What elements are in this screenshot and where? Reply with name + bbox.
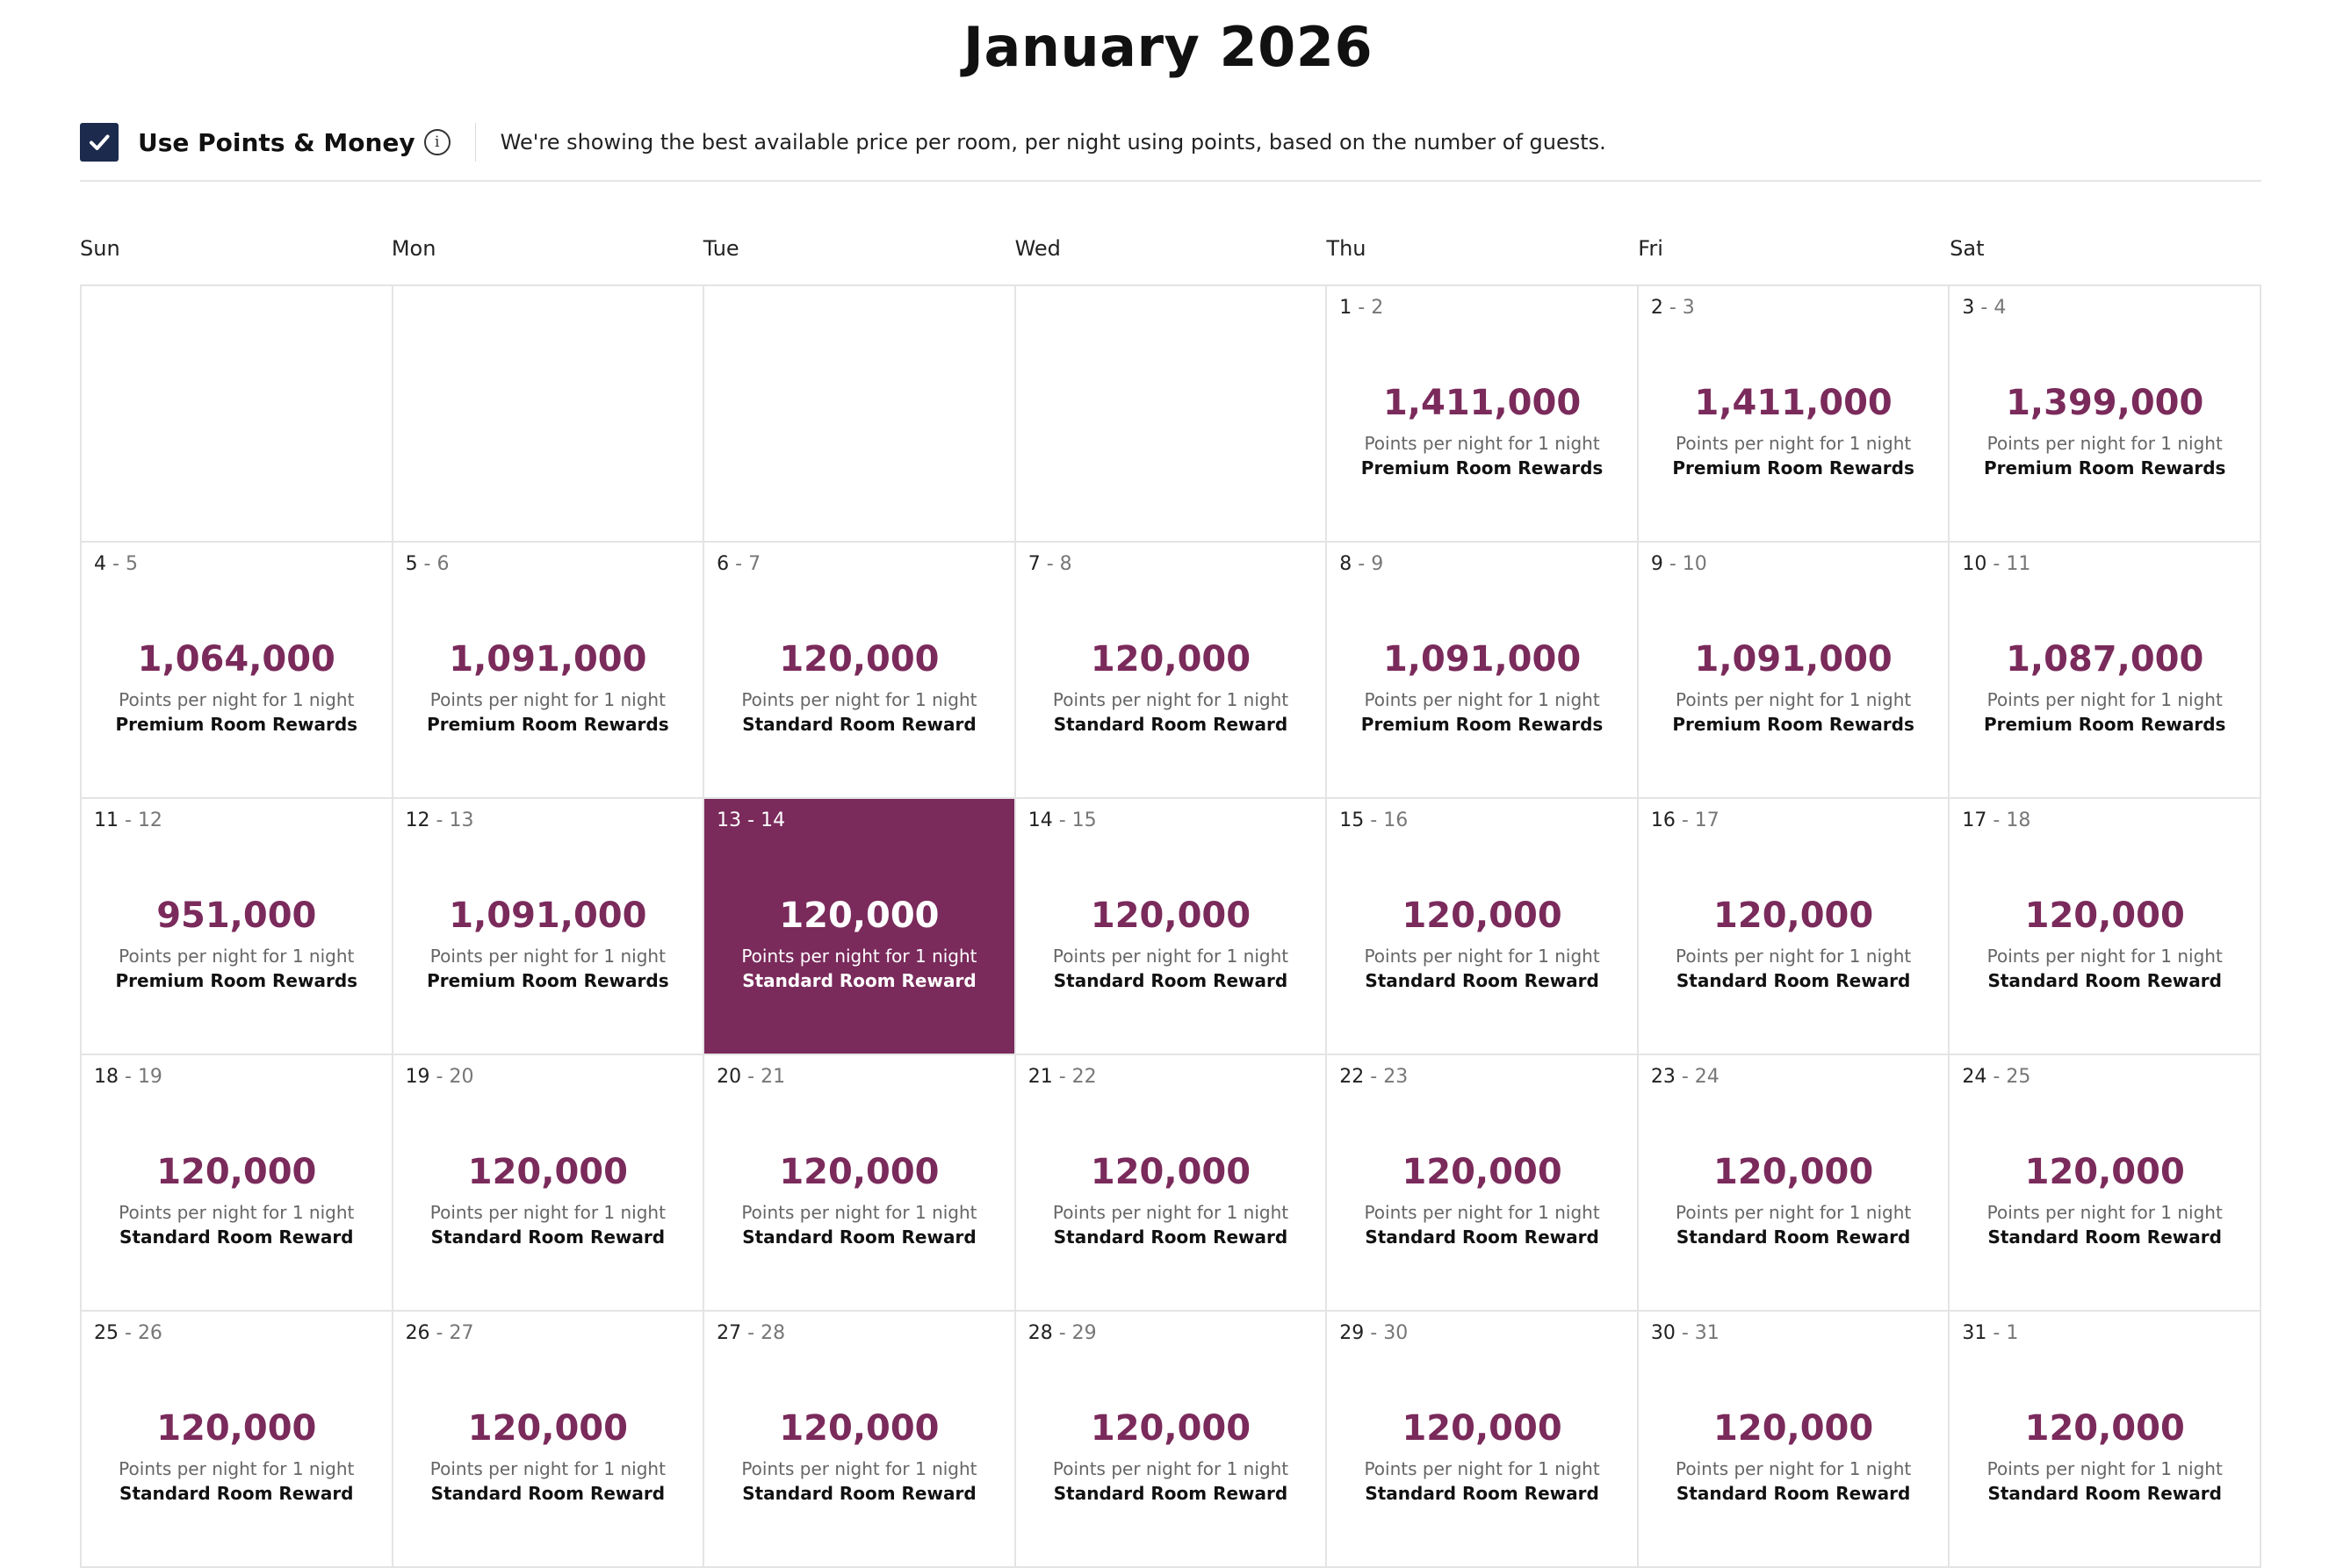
- date-separator: -: [429, 1066, 450, 1088]
- room-reward-type: Standard Room Reward: [430, 1483, 666, 1504]
- points-price: 1,091,000: [449, 639, 647, 680]
- date-separator: -: [1052, 1322, 1072, 1344]
- check-in-date: 25: [94, 1322, 119, 1344]
- check-in-date: 18: [94, 1066, 119, 1088]
- check-out-date: 4: [1994, 297, 2007, 319]
- check-in-date: 17: [1962, 809, 1987, 831]
- points-price: 120,000: [1090, 1408, 1251, 1449]
- calendar-empty-cell: [82, 286, 393, 543]
- room-reward-type: Standard Room Reward: [742, 714, 977, 735]
- check-out-date: 21: [761, 1066, 786, 1088]
- date-separator: -: [1662, 553, 1683, 575]
- pricing-description: We're showing the best available price per room, per night using points, based on the number of guests.: [500, 130, 1606, 155]
- price-subtext: Points per night for 1 night: [429, 689, 666, 710]
- weekday-label: Thu: [1326, 236, 1366, 261]
- check-in-date: 21: [1027, 1066, 1053, 1088]
- check-out-date: 26: [137, 1322, 162, 1344]
- check-in-date: 22: [1339, 1066, 1365, 1088]
- room-reward-type: Standard Room Reward: [1053, 714, 1288, 735]
- date-range: [1339, 809, 1408, 831]
- date-separator: -: [1052, 809, 1072, 831]
- room-reward-type: Standard Room Reward: [742, 1483, 977, 1504]
- date-range: [717, 553, 761, 575]
- date-range: [717, 809, 785, 831]
- price-subtext: Points per night for 1 night: [1986, 1202, 2223, 1223]
- use-points-checkbox[interactable]: [80, 123, 119, 162]
- price-subtext: Points per night for 1 night: [1986, 1458, 2223, 1479]
- check-in-date: 20: [717, 1066, 742, 1088]
- date-range: [1962, 553, 2030, 575]
- date-range: [1651, 297, 1695, 319]
- check-in-date: 16: [1650, 809, 1676, 831]
- room-reward-type: Standard Room Reward: [1053, 1483, 1288, 1504]
- calendar-day-cell[interactable]: [704, 1312, 1016, 1568]
- calendar-day-cell[interactable]: [82, 543, 393, 799]
- room-reward-type: Standard Room Reward: [1365, 1226, 1599, 1248]
- check-out-date: 2: [1371, 297, 1384, 319]
- calendar-day-cell[interactable]: [82, 799, 393, 1055]
- room-reward-type: Standard Room Reward: [742, 970, 977, 991]
- price-subtext: Points per night for 1 night: [1676, 1458, 1912, 1479]
- price-subtext: Points per night for 1 night: [1052, 946, 1289, 967]
- points-price: 120,000: [1402, 895, 1562, 936]
- calendar-day-cell[interactable]: [1016, 1312, 1328, 1568]
- room-reward-type: Premium Room Rewards: [1360, 457, 1604, 478]
- check-out-date: 17: [1694, 809, 1720, 831]
- points-price: 120,000: [2024, 1408, 2185, 1449]
- price-subtext: Points per night for 1 night: [1052, 689, 1289, 710]
- check-out-date: 30: [1383, 1322, 1409, 1344]
- check-in-date: 6: [717, 553, 730, 575]
- weekday-header: [80, 233, 2261, 264]
- check-out-date: 8: [1059, 553, 1072, 575]
- date-separator: -: [1974, 297, 1994, 319]
- points-price: 1,411,000: [1694, 383, 1893, 423]
- date-separator: -: [1662, 297, 1683, 319]
- price-subtext: Points per night for 1 night: [1364, 689, 1600, 710]
- points-price: 120,000: [779, 639, 940, 680]
- date-separator: -: [1040, 553, 1060, 575]
- check-in-date: 5: [405, 553, 418, 575]
- points-price: 120,000: [779, 895, 940, 936]
- room-reward-type: Standard Room Reward: [742, 1226, 977, 1248]
- check-out-date: 18: [2006, 809, 2031, 831]
- room-reward-type: Standard Room Reward: [1053, 1226, 1288, 1248]
- room-reward-type: Standard Room Reward: [119, 1483, 354, 1504]
- check-in-date: 8: [1339, 553, 1352, 575]
- date-range: [94, 809, 162, 831]
- points-price: 120,000: [467, 1152, 628, 1192]
- room-reward-type: Standard Room Reward: [1987, 1226, 2222, 1248]
- price-subtext: Points per night for 1 night: [1364, 433, 1600, 454]
- check-out-date: 20: [449, 1066, 474, 1088]
- points-price: 120,000: [467, 1408, 628, 1449]
- calendar-empty-cell: [393, 286, 705, 543]
- weekday-label: Fri: [1638, 236, 1663, 261]
- check-in-date: 26: [405, 1322, 430, 1344]
- calendar-day-cell[interactable]: [1016, 1055, 1328, 1312]
- room-reward-type: Standard Room Reward: [1053, 970, 1288, 991]
- calendar-day-cell[interactable]: [393, 1055, 705, 1312]
- price-subtext: Points per night for 1 night: [1676, 946, 1912, 967]
- date-separator: -: [1675, 809, 1695, 831]
- check-in-date: 30: [1650, 1322, 1676, 1344]
- check-out-date: 27: [449, 1322, 474, 1344]
- weekday-label: Mon: [391, 236, 436, 261]
- points-price: 120,000: [1090, 1152, 1251, 1192]
- check-in-date: 19: [405, 1066, 430, 1088]
- calendar-day-cell[interactable]: [1950, 286, 2261, 543]
- price-subtext: Points per night for 1 night: [1986, 433, 2223, 454]
- date-range: [1028, 1066, 1097, 1088]
- date-range: [1339, 553, 1383, 575]
- room-reward-type: Standard Room Reward: [1676, 970, 1911, 991]
- check-in-date: 24: [1962, 1066, 1987, 1088]
- price-subtext: Points per night for 1 night: [741, 946, 977, 967]
- date-separator: -: [1986, 1066, 2007, 1088]
- check-out-date: 12: [137, 809, 162, 831]
- calendar-day-cell[interactable]: [393, 1312, 705, 1568]
- calendar-day-cell[interactable]: [82, 1055, 393, 1312]
- date-range: [1651, 553, 1707, 575]
- calendar-day-cell[interactable]: [1639, 286, 1950, 543]
- use-points-label[interactable]: Use Points & Money: [138, 127, 415, 157]
- room-reward-type: Premium Room Rewards: [1672, 714, 1914, 735]
- calendar-day-cell[interactable]: [1327, 1055, 1639, 1312]
- date-range: [1339, 297, 1383, 319]
- calendar-day-cell[interactable]: [1327, 543, 1639, 799]
- date-separator: -: [119, 809, 138, 831]
- weekday-label: Sun: [80, 236, 120, 261]
- calendar-grid: [80, 284, 2261, 1568]
- check-out-date: 1: [2006, 1322, 2019, 1344]
- check-out-date: 15: [1071, 809, 1097, 831]
- date-separator: -: [1986, 1322, 2007, 1344]
- price-subtext: Points per night for 1 night: [1052, 1458, 1289, 1479]
- points-price: 120,000: [2024, 895, 2185, 936]
- room-reward-type: Standard Room Reward: [1676, 1483, 1911, 1504]
- check-in-date: 29: [1339, 1322, 1365, 1344]
- check-in-date: 2: [1650, 297, 1663, 319]
- calendar-day-cell[interactable]: [1016, 543, 1328, 799]
- price-subtext: Points per night for 1 night: [1364, 946, 1600, 967]
- checkmark-icon: [87, 130, 112, 155]
- price-subtext: Points per night for 1 night: [119, 1458, 355, 1479]
- points-price: 120,000: [1402, 1408, 1562, 1449]
- date-separator: -: [1675, 1066, 1695, 1088]
- date-separator: -: [1364, 809, 1384, 831]
- calendar-day-cell[interactable]: [1639, 1312, 1950, 1568]
- info-icon[interactable]: i: [424, 129, 451, 155]
- calendar-day-cell[interactable]: [1327, 1312, 1639, 1568]
- check-in-date: 11: [94, 809, 119, 831]
- price-subtext: Points per night for 1 night: [741, 1202, 977, 1223]
- calendar-day-cell[interactable]: [393, 543, 705, 799]
- calendar-day-cell[interactable]: [82, 1312, 393, 1568]
- weekday-label: Wed: [1014, 236, 1061, 261]
- date-range: [717, 1322, 785, 1344]
- check-in-date: 15: [1339, 809, 1365, 831]
- price-subtext: Points per night for 1 night: [1986, 689, 2223, 710]
- date-range: [94, 1066, 162, 1088]
- date-separator: -: [429, 1322, 450, 1344]
- check-in-date: 13: [717, 809, 742, 831]
- date-separator: -: [417, 553, 437, 575]
- calendar-day-cell[interactable]: [1639, 799, 1950, 1055]
- calendar-empty-cell: [1016, 286, 1328, 543]
- calendar-day-cell-selected[interactable]: [704, 799, 1016, 1055]
- date-separator: -: [1675, 1322, 1695, 1344]
- calendar-day-cell[interactable]: [1950, 1312, 2261, 1568]
- date-range: [406, 553, 450, 575]
- check-out-date: 3: [1682, 297, 1695, 319]
- check-in-date: 1: [1339, 297, 1352, 319]
- points-money-toggle-row: [80, 123, 2261, 162]
- check-out-date: 19: [137, 1066, 162, 1088]
- check-out-date: 11: [2006, 553, 2031, 575]
- date-separator: -: [1352, 297, 1372, 319]
- points-price: 1,064,000: [137, 639, 335, 680]
- points-price: 1,091,000: [1382, 639, 1582, 680]
- check-out-date: 31: [1694, 1322, 1720, 1344]
- date-separator: -: [1364, 1066, 1384, 1088]
- date-range: [94, 553, 138, 575]
- room-reward-type: Premium Room Rewards: [1672, 457, 1914, 478]
- check-out-date: 7: [748, 553, 761, 575]
- price-subtext: Points per night for 1 night: [1986, 946, 2223, 967]
- check-in-date: 23: [1650, 1066, 1676, 1088]
- check-out-date: 25: [2006, 1066, 2031, 1088]
- date-separator: -: [1986, 809, 2007, 831]
- points-price: 120,000: [1713, 895, 1874, 936]
- points-price: 120,000: [1090, 895, 1251, 936]
- room-reward-type: Premium Room Rewards: [1983, 714, 2226, 735]
- price-subtext: Points per night for 1 night: [119, 946, 355, 967]
- check-out-date: 13: [449, 809, 474, 831]
- calendar-day-cell[interactable]: [1639, 543, 1950, 799]
- check-out-date: 28: [761, 1322, 786, 1344]
- room-reward-type: Standard Room Reward: [1365, 1483, 1599, 1504]
- check-out-date: 24: [1694, 1066, 1720, 1088]
- date-separator: -: [1986, 553, 2007, 575]
- date-range: [406, 1066, 474, 1088]
- room-reward-type: Premium Room Rewards: [427, 970, 669, 991]
- weekday-label: Tue: [703, 236, 739, 261]
- date-range: [1339, 1066, 1408, 1088]
- calendar-day-cell[interactable]: [704, 543, 1016, 799]
- check-out-date: 16: [1383, 809, 1409, 831]
- price-subtext: Points per night for 1 night: [429, 1458, 666, 1479]
- check-out-date: 29: [1071, 1322, 1097, 1344]
- room-reward-type: Standard Room Reward: [1987, 970, 2222, 991]
- price-subtext: Points per night for 1 night: [1676, 1202, 1912, 1223]
- points-price: 1,411,000: [1382, 383, 1582, 423]
- date-separator: -: [741, 1066, 761, 1088]
- calendar-empty-cell: [704, 286, 1016, 543]
- date-separator: -: [741, 1322, 761, 1344]
- points-price: 120,000: [779, 1408, 940, 1449]
- points-price: 951,000: [156, 895, 317, 936]
- calendar-day-cell[interactable]: [1016, 799, 1328, 1055]
- date-range: [717, 1066, 785, 1088]
- check-out-date: 23: [1383, 1066, 1409, 1088]
- date-range: [1962, 1322, 2018, 1344]
- points-price: 1,087,000: [2006, 639, 2204, 680]
- date-range: [1339, 1322, 1408, 1344]
- date-range: [94, 1322, 162, 1344]
- weekday-label: Sat: [1950, 236, 1985, 261]
- date-range: [406, 809, 474, 831]
- check-out-date: 9: [1371, 553, 1384, 575]
- points-price: 1,399,000: [2006, 383, 2204, 423]
- date-range: [1028, 809, 1097, 831]
- date-range: [1962, 809, 2030, 831]
- calendar-day-cell[interactable]: [1950, 543, 2261, 799]
- points-price: 1,091,000: [1694, 639, 1893, 680]
- price-subtext: Points per night for 1 night: [1364, 1458, 1600, 1479]
- price-subtext: Points per night for 1 night: [429, 1202, 666, 1223]
- calendar-day-cell[interactable]: [1327, 799, 1639, 1055]
- room-reward-type: Premium Room Rewards: [1983, 457, 2226, 478]
- date-range: [1028, 553, 1072, 575]
- room-reward-type: Premium Room Rewards: [427, 714, 669, 735]
- price-subtext: Points per night for 1 night: [119, 689, 355, 710]
- room-reward-type: Standard Room Reward: [430, 1226, 666, 1248]
- check-in-date: 4: [94, 553, 106, 575]
- check-out-date: 22: [1071, 1066, 1097, 1088]
- check-in-date: 10: [1962, 553, 1987, 575]
- date-separator: -: [1364, 1322, 1384, 1344]
- calendar-day-cell[interactable]: [1950, 1055, 2261, 1312]
- points-price: 120,000: [1090, 639, 1251, 680]
- date-separator: -: [741, 809, 761, 831]
- calendar-day-cell[interactable]: [704, 1055, 1016, 1312]
- room-reward-type: Standard Room Reward: [1987, 1483, 2222, 1504]
- date-range: [1962, 297, 2006, 319]
- date-range: [1651, 1066, 1720, 1088]
- room-reward-type: Standard Room Reward: [1676, 1226, 1911, 1248]
- date-separator: -: [119, 1322, 138, 1344]
- points-price: 120,000: [779, 1152, 940, 1192]
- points-price: 120,000: [2024, 1152, 2185, 1192]
- date-separator: -: [106, 553, 126, 575]
- room-reward-type: Standard Room Reward: [119, 1226, 354, 1248]
- date-separator: -: [119, 1066, 138, 1088]
- date-separator: -: [729, 553, 749, 575]
- points-price: 120,000: [1713, 1152, 1874, 1192]
- price-subtext: Points per night for 1 night: [1052, 1202, 1289, 1223]
- price-subtext: Points per night for 1 night: [1676, 689, 1912, 710]
- date-range: [406, 1322, 474, 1344]
- points-price: 120,000: [1713, 1408, 1874, 1449]
- check-out-date: 6: [436, 553, 450, 575]
- check-in-date: 3: [1962, 297, 1975, 319]
- points-price: 120,000: [156, 1408, 317, 1449]
- check-in-date: 12: [405, 809, 430, 831]
- points-price: 1,091,000: [449, 895, 647, 936]
- date-range: [1651, 1322, 1720, 1344]
- check-out-date: 10: [1682, 553, 1707, 575]
- check-in-date: 28: [1027, 1322, 1053, 1344]
- room-reward-type: Premium Room Rewards: [1360, 714, 1604, 735]
- toggle-divider: [475, 123, 476, 162]
- room-reward-type: Standard Room Reward: [1365, 970, 1599, 991]
- calendar-day-cell[interactable]: [1950, 799, 2261, 1055]
- price-subtext: Points per night for 1 night: [119, 1202, 355, 1223]
- date-range: [1962, 1066, 2030, 1088]
- check-in-date: 14: [1027, 809, 1053, 831]
- check-in-date: 9: [1650, 553, 1663, 575]
- check-in-date: 7: [1027, 553, 1041, 575]
- check-out-date: 5: [125, 553, 138, 575]
- date-separator: -: [1352, 553, 1372, 575]
- price-subtext: Points per night for 1 night: [741, 1458, 977, 1479]
- calendar-day-cell[interactable]: [1327, 286, 1639, 543]
- date-separator: -: [1052, 1066, 1072, 1088]
- calendar-day-cell[interactable]: [1639, 1055, 1950, 1312]
- check-in-date: 31: [1962, 1322, 1987, 1344]
- calendar-month-title: January 2026: [963, 15, 1373, 79]
- calendar-day-cell[interactable]: [393, 799, 705, 1055]
- date-separator: -: [429, 809, 450, 831]
- price-subtext: Points per night for 1 night: [741, 689, 977, 710]
- room-reward-type: Premium Room Rewards: [115, 714, 358, 735]
- check-in-date: 27: [717, 1322, 742, 1344]
- room-reward-type: Premium Room Rewards: [115, 970, 358, 991]
- price-subtext: Points per night for 1 night: [1364, 1202, 1600, 1223]
- date-range: [1651, 809, 1720, 831]
- price-subtext: Points per night for 1 night: [429, 946, 666, 967]
- points-price: 120,000: [156, 1152, 317, 1192]
- points-price: 120,000: [1402, 1152, 1562, 1192]
- check-out-date: 14: [761, 809, 786, 831]
- price-subtext: Points per night for 1 night: [1676, 433, 1912, 454]
- date-range: [1028, 1322, 1097, 1344]
- header-divider: [80, 180, 2261, 182]
